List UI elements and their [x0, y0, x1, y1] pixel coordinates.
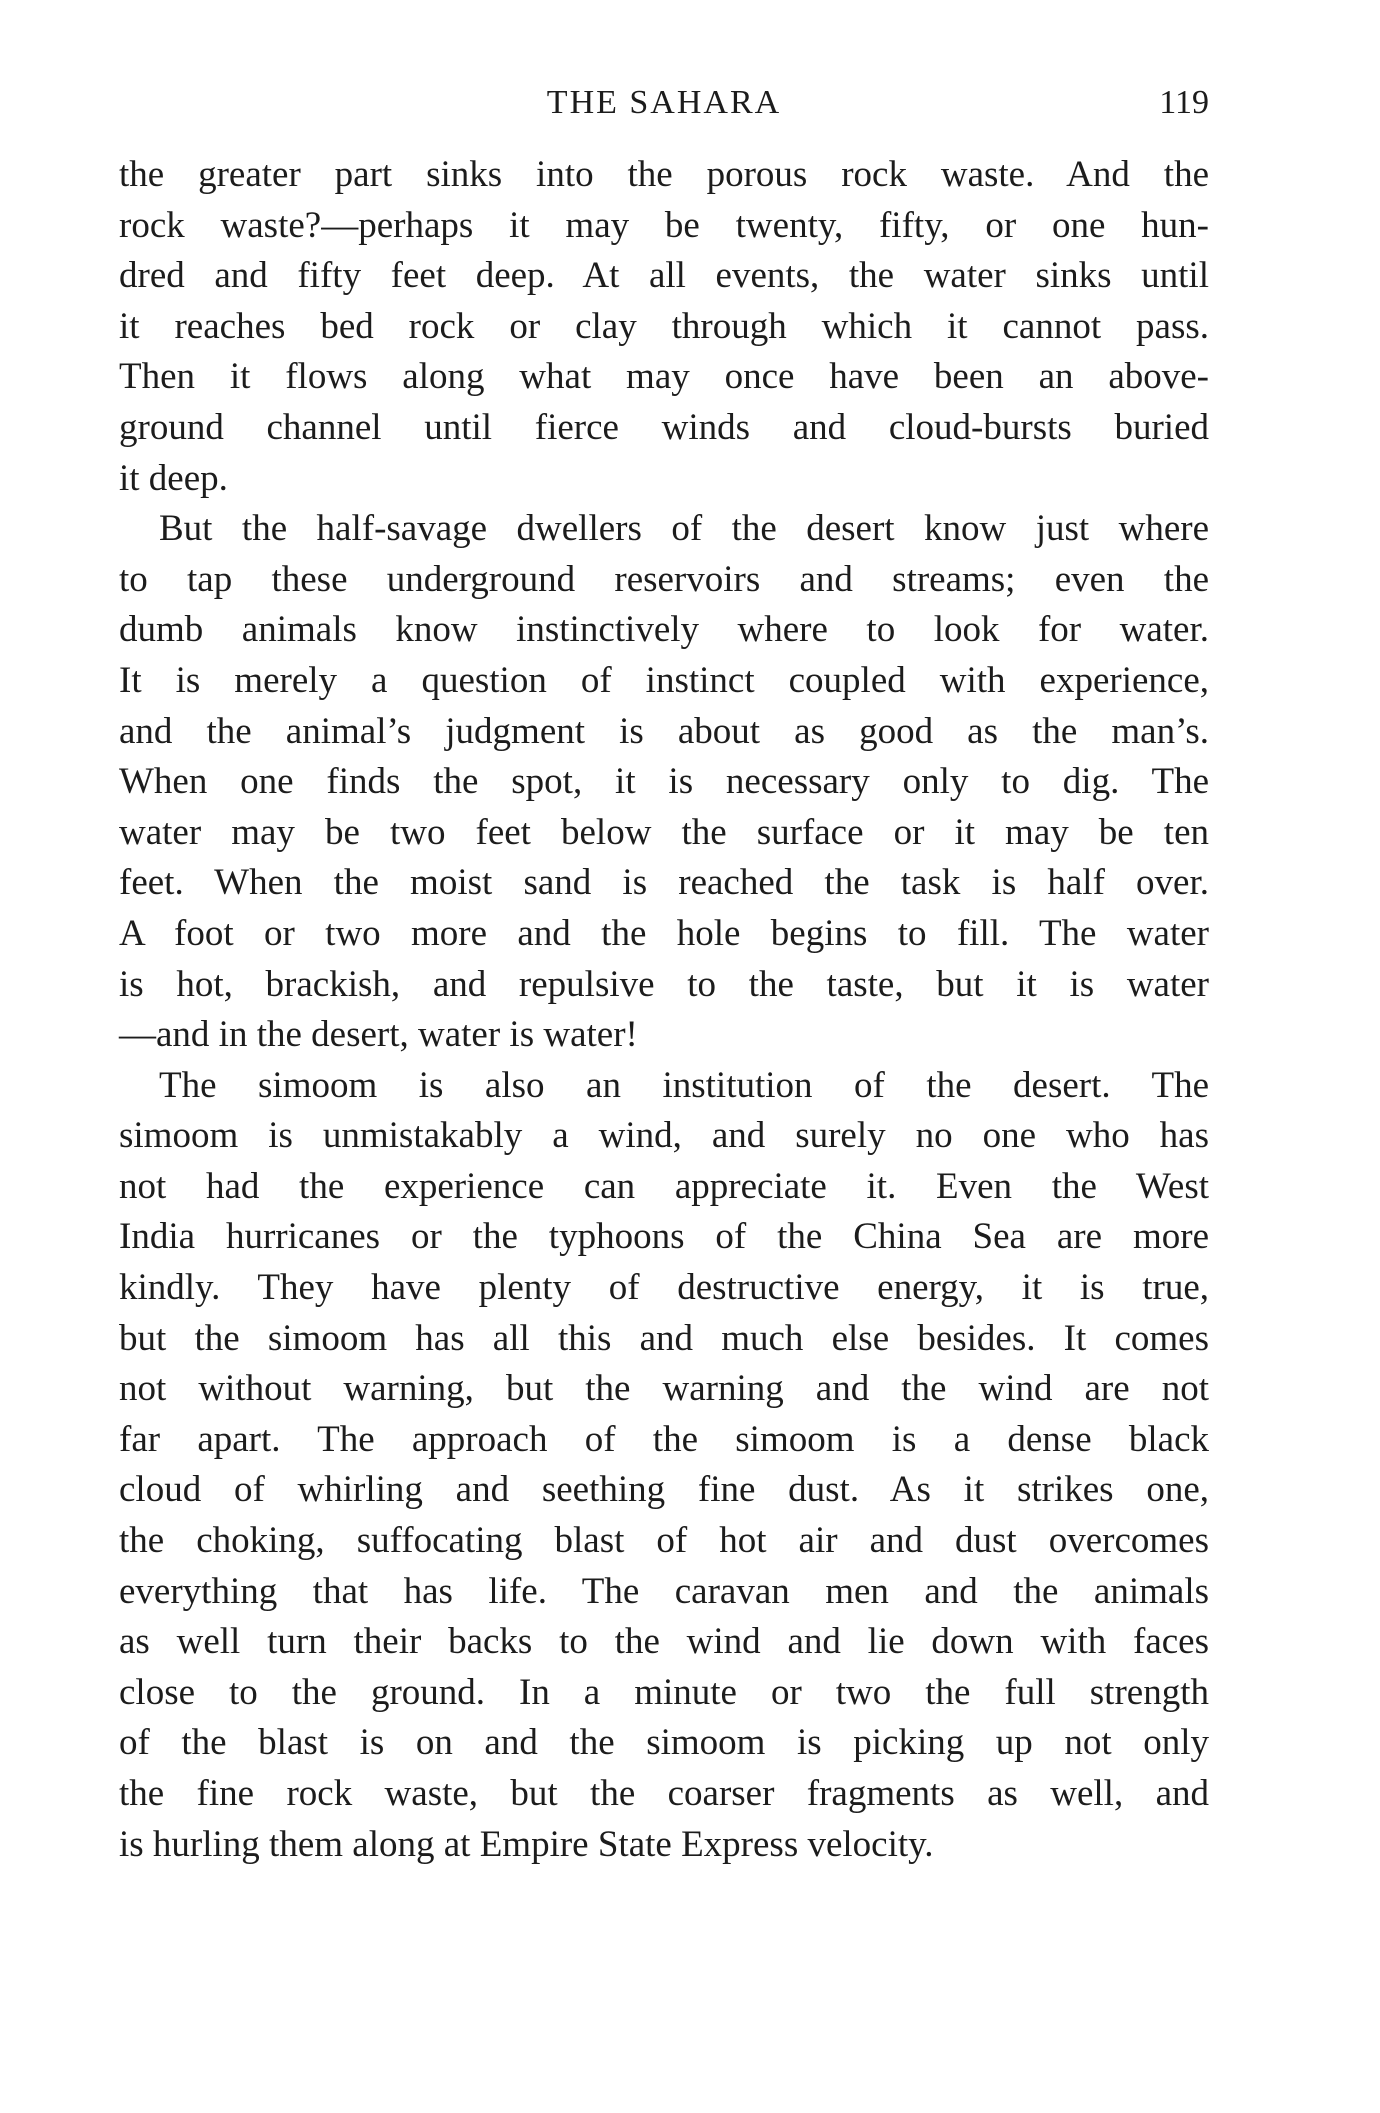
running-head	[119, 78, 1209, 128]
text-line: India hurricanes or the typhoons of the China Sea are more	[119, 1216, 1209, 1258]
text-line: it reaches bed rock or clay through which it cannot pass.	[119, 305, 1209, 347]
text-line: far apart. The approach of the simoom is a dense black	[119, 1418, 1209, 1460]
text-line: It is merely a question of instinct coupled with experience,	[119, 659, 1209, 701]
running-title: THE SAHARA	[546, 84, 782, 121]
text-line: as well turn their backs to the wind and lie down with faces	[119, 1621, 1209, 1663]
text-line: to tap these underground reservoirs and streams; even the	[119, 558, 1209, 600]
text-line: of the blast is on and the simoom is picking up not only	[119, 1722, 1209, 1764]
text-line: the greater part sinks into the porous rock waste. And the	[119, 154, 1209, 195]
body-text	[119, 150, 1209, 1870]
text-line: —and in the desert, water is water!	[119, 1014, 638, 1056]
text-line: ground channel until fierce winds and cloud-bursts buried	[119, 406, 1209, 448]
text-line: is hurling them along at Empire State Express velocity.	[119, 1823, 934, 1865]
text-line: feet. When the moist sand is reached the task is half over.	[119, 862, 1209, 904]
text-line: but the simoom has all this and much else besides. It comes	[119, 1317, 1209, 1359]
text-line: Then it flows along what may once have been an above-	[119, 356, 1209, 398]
text-line: cloud of whirling and seething fine dust. As it strikes one,	[119, 1469, 1209, 1511]
text-line: When one finds the spot, it is necessary only to dig. The	[119, 761, 1209, 803]
text-line: everything that has life. The caravan men and the animals	[119, 1570, 1209, 1612]
text-line: not had the experience can appreciate it. Even the West	[119, 1165, 1209, 1207]
text-line: and the animal’s judgment is about as good as the man’s.	[119, 710, 1209, 752]
text-line: A foot or two more and the hole begins to fill. The water	[119, 912, 1209, 954]
text-line: dred and fifty feet deep. At all events, the water sinks until	[119, 255, 1209, 297]
text-line: The simoom is also an institution of the desert. The	[159, 1064, 1209, 1106]
text-line: close to the ground. In a minute or two the full strength	[119, 1671, 1209, 1713]
page-number: 119	[1159, 84, 1209, 121]
text-line: the fine rock waste, but the coarser fragments as well, and	[119, 1773, 1209, 1814]
text-line: the choking, suffocating blast of hot air and dust overcomes	[119, 1520, 1209, 1562]
text-line: But the half-savage dwellers of the desert know just where	[159, 508, 1209, 550]
text-line: simoom is unmistakably a wind, and surely no one who has	[119, 1115, 1209, 1157]
text-line: dumb animals know instinctively where to look for water.	[119, 609, 1209, 651]
text-line: not without warning, but the warning and the wind are not	[119, 1368, 1209, 1410]
text-line: kindly. They have plenty of destructive energy, it is true,	[119, 1267, 1209, 1309]
text-line: it deep.	[119, 457, 228, 499]
text-line: rock waste?—perhaps it may be twenty, fifty, or one hun-	[119, 204, 1209, 246]
text-line: water may be two feet below the surface or it may be ten	[119, 811, 1209, 853]
text-line: is hot, brackish, and repulsive to the taste, but it is water	[119, 963, 1209, 1005]
